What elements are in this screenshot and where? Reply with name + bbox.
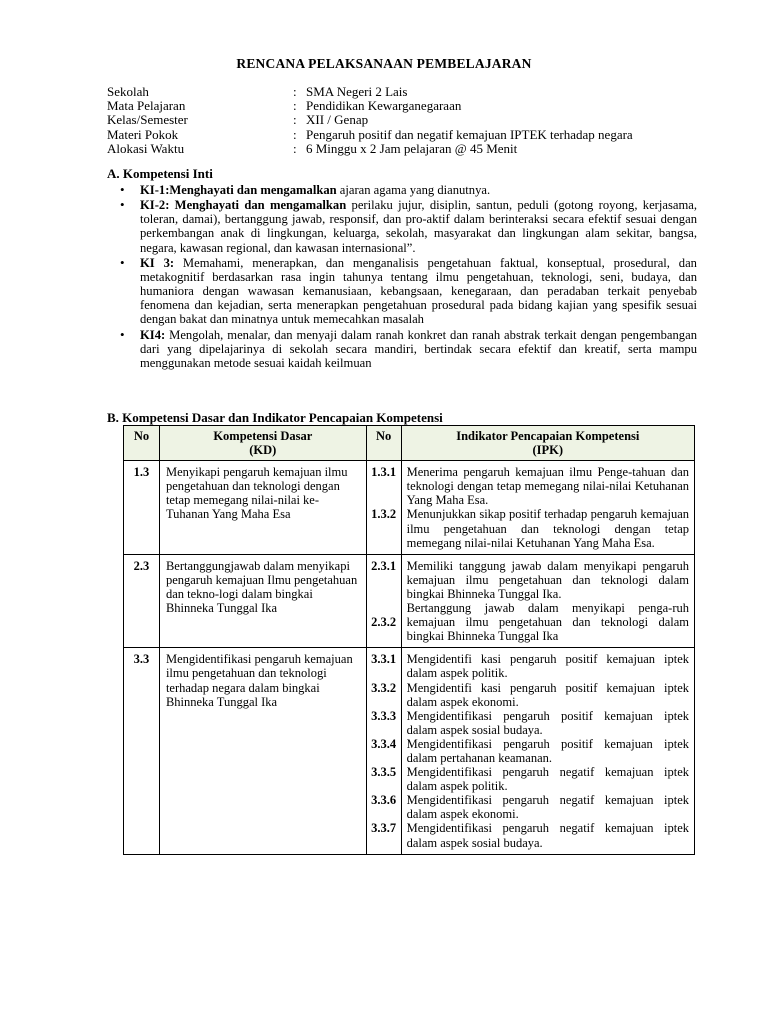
header-kd-line2: (KD) bbox=[249, 443, 277, 458]
info-colon: : bbox=[293, 140, 297, 156]
ipk-text: Mengidentifikasi pengaruh negatif kemajuan iptek dalam aspek sosial budaya. bbox=[406, 821, 689, 850]
ki-label: KI-2: Menghayati dan mengamalkan bbox=[140, 198, 347, 213]
info-colon: : bbox=[293, 112, 297, 128]
info-value: 6 Minggu x 2 Jam pelajaran @ 45 Menit bbox=[306, 140, 518, 156]
ipk-number: 3.3.2 bbox=[371, 680, 397, 695]
ipk-number-cell bbox=[366, 554, 401, 648]
section-heading-kompetensi-dasar: B. Kompetensi Dasar dan Indikator Pencapaian Kompetensi bbox=[107, 410, 443, 425]
ipk-number-cell bbox=[366, 461, 401, 555]
ipk-text: Mengidentifikasi pengaruh positif kemajuan iptek dalam aspek sosial budaya. bbox=[406, 708, 689, 737]
ipk-text: Mengidentifi kasi pengaruh positif kemajuan iptek dalam aspek ekonomi. bbox=[406, 680, 689, 709]
info-colon: : bbox=[293, 126, 297, 142]
ipk-number: 3.3.6 bbox=[371, 793, 397, 808]
header-ipk-line2: (IPK) bbox=[532, 443, 564, 458]
header-no bbox=[124, 426, 160, 461]
info-label: Alokasi Waktu bbox=[107, 140, 185, 156]
info-value: XII / Genap bbox=[306, 112, 369, 128]
info-colon: : bbox=[293, 84, 297, 99]
ipk-cell bbox=[401, 461, 694, 555]
ipk-text: Mengidentifikasi pengaruh positif kemajuan iptek dalam pertahanan keamanan. bbox=[406, 736, 689, 765]
info-value: Pengaruh positif dan negatif kemajuan IPTEK terhadap negara bbox=[306, 126, 633, 142]
ipk-text: Bertanggung jawab dalam menyikapi penga-ruh kemajuan ilmu pengetahuan dan teknologi dalam bingkai Bhinneka Tunggal Ika bbox=[406, 601, 689, 644]
header-kd-line1: Kompetensi Dasar bbox=[213, 429, 313, 443]
list-item bbox=[118, 198, 697, 255]
ipk-text: Mengidentifikasi pengaruh negatif kemajuan iptek dalam aspek politik. bbox=[406, 765, 689, 794]
ipk-number: 3.3.4 bbox=[371, 736, 397, 751]
ki-text: ajaran agama yang dianutnya. bbox=[336, 183, 491, 197]
ipk-number: 3.3.3 bbox=[371, 708, 397, 723]
ki-text: perilaku jujur, disiplin, santun, peduli (gotong royong, kerjasama, toleran, damai), bertanggung jawab, responsif, dan pro-aktif dalam berinteraksi secara efektif sesuai dengan perkembangan anak di lingkungan, keluarga, sekolah, masyarakat dan lingkungan alam sekitar, bangsa, negara, kawasan regional, dan kawasan internasional”. bbox=[140, 198, 697, 255]
ipk-text: Menunjukkan sikap positif terhadap pengaruh kemajuan ilmu pengetahuan dan teknologi dengan tetap memegang nilai-nilai Ketuhanan Yang Maha Esa. bbox=[406, 507, 689, 550]
info-row bbox=[107, 128, 707, 142]
list-item bbox=[118, 256, 697, 327]
ki-label: KI-1:Menghayati dan mengamalkan bbox=[140, 183, 337, 197]
kd-number: 3.3 bbox=[124, 648, 160, 854]
info-row bbox=[107, 99, 707, 113]
info-row bbox=[107, 142, 707, 156]
document-title: RENCANA PELAKSANAAN PEMBELAJARAN bbox=[236, 56, 532, 71]
header-no-label: No bbox=[133, 429, 150, 443]
ipk-number: 1.3.2 bbox=[371, 507, 397, 522]
bullet-icon: • bbox=[120, 254, 125, 270]
header-no2-label: No bbox=[375, 429, 392, 443]
info-block bbox=[107, 85, 707, 156]
ipk-number: 1.3.1 bbox=[371, 465, 397, 480]
kd-number: 2.3 bbox=[124, 554, 160, 648]
ki-label: KI4: bbox=[140, 327, 166, 342]
table-header-row bbox=[124, 426, 695, 461]
table-row bbox=[124, 648, 695, 854]
ki-text: Memahami, menerapkan, dan menganalisis pengetahuan faktual, konseptual, prosedural, dan metakognitif berdasarkan rasa ingin tahunya tentang ilmu pengetahuan, teknologi, seni, budaya, dan humaniora dengan wawasan kemanusiaan, kebangsaan, kenegaraan, dan peradaban terkait penyebab fenomena dan kejadian, serta menerapkan pengetahuan prosedural pada bidang kajian yang spesifik sesuai dengan bakat dan minatnya untuk memecahkan masalah bbox=[140, 255, 697, 327]
info-label: Kelas/Semester bbox=[107, 112, 188, 128]
header-no2 bbox=[366, 426, 401, 461]
ipk-number-cell bbox=[366, 648, 401, 854]
kd-text: Bertanggungjawab dalam menyikapi pengaruh kemajuan Ilmu pengetahuan dan tekno-logi dalam bingkai Bhinneka Tunggal Ika bbox=[159, 554, 366, 648]
info-label: Materi Pokok bbox=[107, 126, 179, 142]
bullet-icon: • bbox=[120, 182, 125, 197]
kd-text: Menyikapi pengaruh kemajuan ilmu pengetahuan dan teknologi dengan tetap memegang nilai-nilai ke-Tuhanan Yang Maha Esa bbox=[159, 461, 366, 555]
ipk-text: Menerima pengaruh kemajuan ilmu Penge-tahuan dan teknologi dengan tetap memegang nilai-nilai Ketuhanan Yang Maha Esa. bbox=[406, 465, 689, 508]
header-kd bbox=[159, 426, 366, 461]
kd-text: Mengidentifikasi pengaruh kemajuan ilmu pengetahuan dan teknologi terhadap negara dalam bingkai Bhinneka Tunggal Ika bbox=[159, 648, 366, 854]
info-value: Pendidikan Kewarganegaraan bbox=[306, 98, 462, 114]
ki-label: KI 3: bbox=[140, 255, 175, 270]
ki-text: Mengolah, menalar, dan menyaji dalam ranah konkret dan ranah abstrak terkait dengan pengembangan dari yang dipelajarinya di sekolah secara mandiri, bertindak secara efektif dan kreatif, serta mampu menggunakan metode sesuai kaidah keilmuan bbox=[140, 327, 697, 370]
bullet-icon: • bbox=[120, 326, 125, 342]
ipk-text: Memiliki tanggung jawab dalam menyikapi pengaruh kemajuan ilmu pengetahuan dan teknologi dalam bingkai Bhinneka Tunggal Ika. bbox=[406, 558, 689, 601]
header-ipk-line1: Indikator Pencapaian Kompetensi bbox=[456, 429, 640, 443]
ipk-text: Mengidentifi kasi pengaruh positif kemajuan iptek dalam aspek politik. bbox=[406, 652, 689, 681]
ipk-number: 3.3.7 bbox=[371, 821, 397, 836]
ipk-number: 3.3.1 bbox=[371, 652, 397, 667]
table-row bbox=[124, 461, 695, 555]
info-row bbox=[107, 85, 707, 99]
info-colon: : bbox=[293, 98, 297, 114]
section-heading-kompetensi-inti: A. Kompetensi Inti bbox=[107, 166, 213, 181]
ipk-number: 3.3.5 bbox=[371, 765, 397, 780]
ipk-cell bbox=[401, 648, 694, 854]
info-row bbox=[107, 113, 707, 127]
info-label: Sekolah bbox=[107, 84, 149, 99]
ipk-number: 2.3.2 bbox=[371, 614, 397, 629]
ipk-cell bbox=[401, 554, 694, 648]
kompetensi-inti-list bbox=[118, 183, 697, 371]
kd-ipk-table bbox=[123, 425, 695, 855]
info-value: SMA Negeri 2 Lais bbox=[306, 84, 408, 99]
info-label: Mata Pelajaran bbox=[107, 98, 186, 114]
list-item bbox=[118, 328, 697, 370]
ipk-text: Mengidentifikasi pengaruh negatif kemajuan iptek dalam aspek ekonomi. bbox=[406, 793, 689, 822]
kd-number: 1.3 bbox=[124, 461, 160, 555]
list-item bbox=[118, 183, 697, 197]
bullet-icon: • bbox=[120, 197, 125, 213]
table-row bbox=[124, 554, 695, 648]
header-ipk bbox=[401, 426, 694, 461]
ipk-number: 2.3.1 bbox=[371, 558, 397, 573]
